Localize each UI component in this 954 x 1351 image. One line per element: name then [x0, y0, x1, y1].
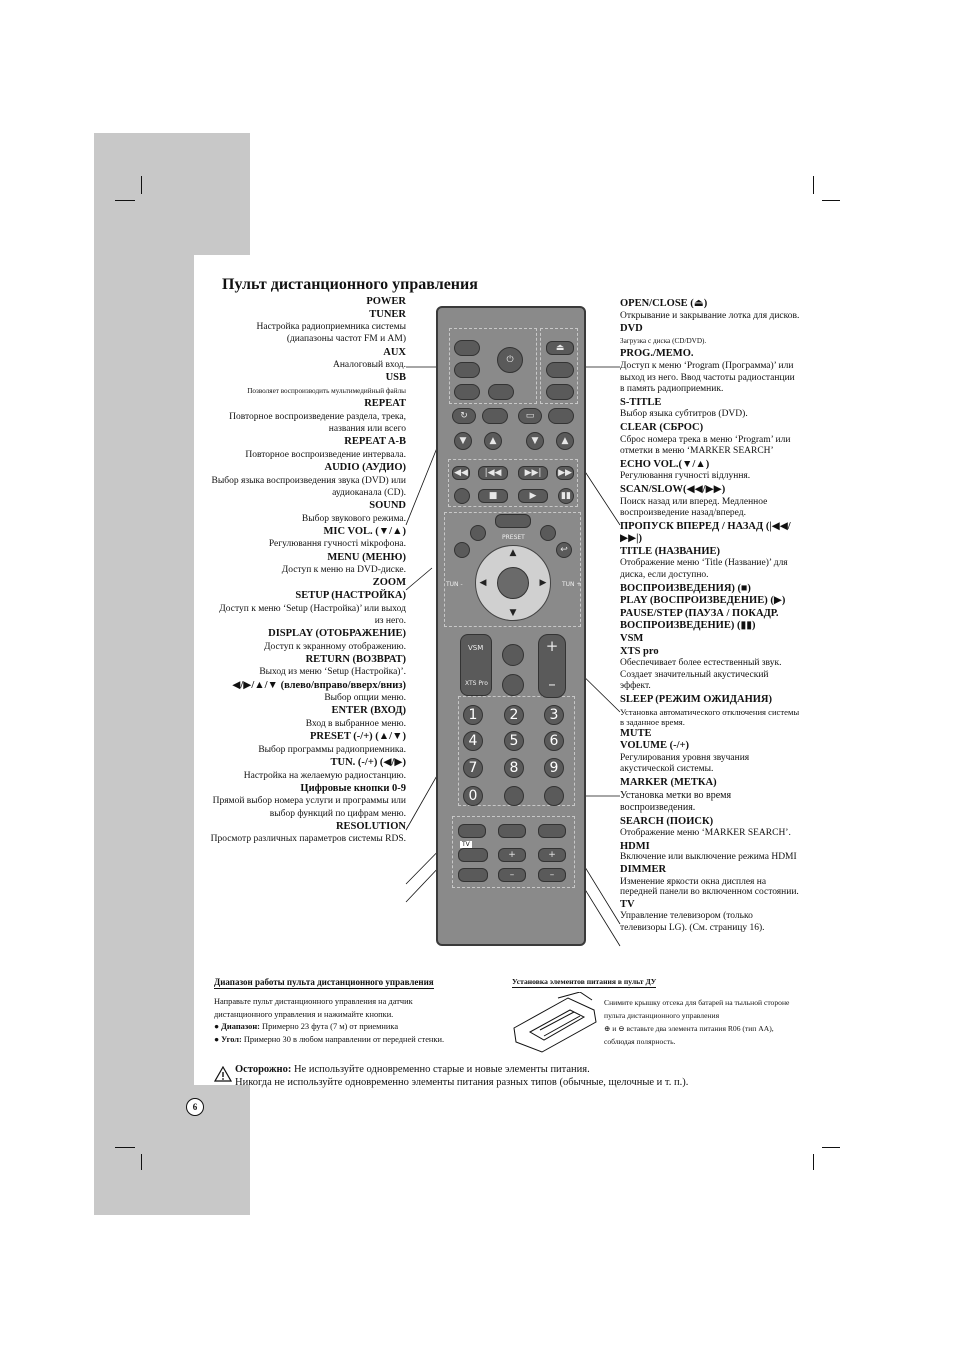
tun-minus-label: TUN -	[446, 581, 463, 588]
prog-memo-button[interactable]	[546, 384, 574, 400]
repeat-button[interactable]	[452, 408, 476, 424]
search-button[interactable]	[544, 786, 564, 806]
battery-text	[604, 996, 794, 1048]
tv-power-button[interactable]	[458, 848, 488, 862]
desc-dimmer: Изменение яркости окна дисплея на передней панели во включенном состоянии.	[620, 876, 799, 898]
usb-button[interactable]	[454, 384, 480, 400]
plus-polarity-icon: ⊕	[604, 1024, 611, 1033]
label-sleep: SLEEP (РЕЖИМ ОЖИДАНИЯ)	[620, 694, 772, 705]
label-skip: ПРОПУСК ВПЕРЕД / НАЗАД (|◀◀/▶▶|)	[620, 520, 791, 545]
label-setup: SETUP (НАСТРОЙКА)	[295, 589, 406, 601]
label-marker: MARKER (МЕТКА)	[620, 776, 717, 788]
number-8-button[interactable]: 8	[504, 758, 524, 778]
desc-menu: Доступ к меню на DVD-диске.	[281, 565, 406, 576]
label-clear: CLEAR (СБРОС)	[620, 421, 704, 433]
mute-button[interactable]	[502, 674, 524, 696]
tv-channel-up-button[interactable]: +	[498, 848, 526, 862]
desc-prog-memo: Доступ к меню ‘Program (Программа)’ или выход из него. Ввод частоты радиостанции в память радиоприемник.	[620, 360, 795, 395]
remote-control	[436, 306, 586, 946]
number-3-button[interactable]: 3	[544, 705, 564, 725]
desc-usb: Позволяет воспроизводить мультимедийный файлы	[247, 386, 406, 395]
return-button[interactable]: ↩	[556, 542, 572, 558]
label-sound: SOUND	[369, 499, 406, 511]
label-display: DISPLAY (ОТОБРАЖЕНИЕ)	[268, 627, 406, 639]
distance-value: Примерно 23 фута (7 м) от приемника	[262, 1022, 399, 1031]
marker-button[interactable]	[504, 786, 524, 806]
battery-conjunction: и	[612, 1024, 617, 1033]
label-s-title: S-TITLE	[620, 396, 662, 408]
desc-tv: Управление телевизором (только телевизоры LG). (См. страницу 16).	[620, 911, 765, 933]
desc-search: Отображение меню ‘MARKER SEARCH’.	[620, 828, 791, 839]
battery-compartment-illustration	[510, 992, 598, 1058]
play-button[interactable]: ▶	[518, 489, 548, 503]
label-resolution: RESOLUTION	[335, 820, 406, 832]
vsm-label[interactable]: VSM	[468, 644, 484, 652]
label-aux: AUX	[383, 346, 406, 358]
volume-plus-icon: +	[545, 637, 559, 655]
tuner-button[interactable]	[454, 340, 480, 356]
battery-heading: Установка элементов питания в пульт ДУ	[512, 977, 657, 986]
left-arrow-button[interactable]: ◀	[479, 578, 487, 588]
volume-minus-icon: –	[548, 675, 556, 693]
scan-forward-button[interactable]: ▶▶	[556, 466, 574, 480]
mic-vol-down-button[interactable]: ▼	[454, 432, 472, 450]
label-pause-step: PAUSE/STEP (ПАУЗА / ПОКАДР. ВОСПРОИЗВЕДЕНИЕ) (▮▮)	[620, 607, 779, 632]
desc-arrows: Выбор опции меню.	[324, 693, 406, 704]
tv-volume-down-button[interactable]: –	[538, 868, 566, 882]
warning-icon	[214, 1066, 232, 1082]
desc-s-title: Выбор языка субтитров (DVD).	[620, 409, 748, 420]
caution-label: Осторожно:	[235, 1064, 292, 1075]
desc-scan-slow: Поиск назад или вперед. Медленное воспроизведение назад/вперед.	[620, 496, 768, 519]
power-icon: ⏻	[506, 355, 514, 365]
label-enter: ENTER (ВХОД)	[331, 705, 406, 717]
label-echo-vol: ECHO VOL.(▼/▲)	[620, 458, 710, 470]
label-digits: Цифровые кнопки 0-9	[300, 782, 406, 794]
dimmer-button[interactable]	[538, 824, 566, 838]
desc-sound: Выбор звукового режима.	[301, 513, 406, 524]
caution-line-1: Не используйте одновременно старые и новые элементы питания.	[293, 1064, 590, 1075]
desc-aux: Аналоговый вход.	[332, 360, 406, 371]
clear-button[interactable]	[548, 408, 574, 424]
minus-polarity-icon: ⊖	[618, 1024, 625, 1033]
label-open-close: OPEN/CLOSE (⏏)	[620, 298, 708, 309]
label-tv: TV	[620, 898, 635, 910]
desc-title: Отображение меню ‘Title (Название)’ для диска, если доступно.	[620, 558, 788, 581]
desc-marker: Установка метки во время воспроизведения.	[620, 789, 732, 814]
desc-sleep: Установка автоматического отключения системы в заданное время.	[620, 706, 800, 727]
desc-clear: Сброс номера трека в меню ‘Program’ или отметки в меню ‘MARKER SEARCH’	[620, 434, 791, 457]
label-repeat-ab: REPEAT A-B	[344, 436, 406, 448]
label-power: POWER	[366, 296, 406, 307]
number-7-button[interactable]: 7	[463, 758, 483, 778]
label-search: SEARCH (ПОИСК)	[620, 815, 714, 827]
label-tun: TUN. (-/+) (◀/▶)	[330, 756, 406, 768]
range-angle: ● Угол: Примерно 30 в любом направлении от передней стенки.	[214, 1035, 445, 1044]
desc-return: Выход из меню ‘Setup (Настройка)’.	[259, 667, 406, 678]
resolution-button[interactable]	[458, 824, 486, 838]
desc-repeat-ab: Повторное воспроизведение интервала.	[245, 449, 406, 460]
desc-resolution: Просмотр различных параметров системы RDS.	[210, 834, 406, 845]
tv-volume-up-button[interactable]: +	[538, 848, 566, 862]
desc-display: Доступ к экранному отображению.	[264, 641, 406, 652]
tv-label: TV	[462, 841, 470, 848]
desc-enter: Вход в выбранное меню.	[305, 718, 406, 729]
label-preset: PRESET (-/+) (▲/▼)	[310, 731, 406, 743]
range-text: Направьте пульт дистанционного управления на датчик дистанционного управления и нажимайте кнопки.	[214, 997, 413, 1019]
pause-step-button[interactable]: ▮▮	[558, 488, 574, 504]
tv-input-button[interactable]	[458, 868, 488, 882]
battery-step-1: Снимите крышку отсека для батарей на тыльной стороне пульта дистанционного управления	[604, 998, 790, 1020]
label-volume: VOLUME (-/+)	[620, 740, 690, 752]
menu-button[interactable]	[470, 525, 486, 541]
desc-echo-vol: Регулювання гучності відлуння.	[620, 471, 751, 482]
label-audio: AUDIO (АУДИО)	[324, 461, 406, 473]
preset-label: PRESET	[502, 534, 525, 541]
title-button[interactable]	[454, 488, 470, 504]
s-title-button[interactable]	[518, 408, 542, 424]
label-hdmi: HDMI	[620, 840, 650, 852]
battery-step-2: вставьте два элемента питания R06 (тип AA), соблюдая полярность.	[604, 1024, 774, 1046]
caution-block	[235, 1064, 688, 1089]
label-stop: ВОСПРОИЗВЕДЕНИЯ) (■)	[620, 582, 751, 594]
label-tuner: TUNER	[369, 308, 406, 320]
page-title: Пульт дистанционного управления	[222, 276, 478, 293]
desc-preset: Выбор программы радиоприемника.	[258, 744, 406, 755]
label-mic-vol: MIC VOL. (▼/▲)	[323, 525, 406, 537]
desc-tuner: Настройка радиоприемника системы (диапазоны частот FM и AM)	[256, 322, 406, 345]
sleep-button[interactable]	[502, 644, 524, 666]
number-5-button[interactable]: 5	[504, 731, 524, 751]
number-1-button[interactable]: 1	[463, 705, 483, 725]
right-arrow-button[interactable]: ▶	[539, 578, 547, 588]
eject-icon: ⏏	[555, 343, 565, 353]
label-scan-slow: SCAN/SLOW(◀◀/▶▶)	[620, 483, 726, 495]
desc-setup: Доступ к меню ‘Setup (Настройка)’ или выход из него.	[219, 603, 406, 626]
number-9-button[interactable]: 9	[544, 758, 564, 778]
label-repeat: REPEAT	[364, 398, 406, 410]
desc-volume: Регулирования уровня звучания акустической системы.	[620, 752, 750, 775]
number-0-button[interactable]: 0	[463, 786, 483, 806]
repeat-icon: ↻	[460, 411, 468, 421]
desc-audio: Выбор языка воспроизведения звука (DVD) или аудиоканала (CD).	[211, 475, 406, 498]
display-button[interactable]	[495, 514, 531, 528]
number-6-button[interactable]: 6	[544, 731, 564, 751]
up-arrow-button[interactable]: ▲	[509, 548, 517, 558]
label-prog-memo: PROG./MEMO.	[620, 348, 694, 360]
label-dimmer: DIMMER	[620, 864, 667, 876]
stop-button[interactable]: ■	[478, 489, 508, 503]
skip-back-button[interactable]: |◀◀	[478, 466, 508, 480]
tun-plus-label: TUN +	[562, 581, 582, 588]
label-title: TITLE (НАЗВАНИЕ)	[620, 545, 721, 557]
desc-tun: Настройка на желаемую радиостанцию.	[243, 770, 406, 781]
xts-pro-label[interactable]: XTS Pro	[465, 680, 488, 687]
down-arrow-button[interactable]: ▼	[509, 608, 517, 618]
angle-value: Примерно 30 в любом направлении от передней стенки.	[243, 1035, 445, 1044]
desc-digits: Прямой выбор номера услуги и программы или выбор функций по цифрам меню.	[212, 796, 406, 819]
label-vsm: VSM	[620, 633, 644, 645]
power-button[interactable]	[497, 347, 523, 373]
mic-vol-up-button[interactable]: ▲	[484, 432, 502, 450]
dvd-button[interactable]	[546, 362, 574, 378]
label-arrows: ◀/▶/▲/▼ (влево/вправо/вверх/вниз)	[232, 679, 406, 691]
audio-button[interactable]	[482, 408, 508, 424]
label-dvd: DVD	[620, 323, 643, 335]
open-close-button[interactable]	[546, 341, 574, 355]
page-number: 6	[186, 1098, 204, 1116]
echo-vol-down-button[interactable]: ▼	[526, 432, 544, 450]
tv-channel-down-button[interactable]: –	[498, 868, 526, 882]
scan-back-button[interactable]: ◀◀	[452, 466, 470, 480]
desc-repeat: Повторное воспроизведение раздела, трека, названия или всего	[229, 411, 406, 434]
caution-line-2: Никогда не используйте одновременно элементы питания разных типов (обычные, щелочные и т. п.).	[235, 1076, 689, 1088]
echo-vol-up-button[interactable]: ▲	[556, 432, 574, 450]
aux-button[interactable]	[454, 362, 480, 378]
label-play: PLAY (ВОСПРОИЗВЕДЕНИЕ) (▶)	[620, 595, 786, 607]
skip-forward-button[interactable]: ▶▶|	[518, 466, 548, 480]
desc-xts-pro: Обеспечивает более естественный звук. Создает значительный акустический эффект.	[620, 658, 782, 692]
hdmi-button[interactable]	[498, 824, 526, 838]
desc-dvd: Загрузка с диска (CD/DVD).	[620, 336, 707, 345]
label-return: RETURN (ВОЗВРАТ)	[305, 653, 406, 665]
desc-mic-vol: Регулювання гучності мікрофона.	[268, 539, 406, 550]
enter-button[interactable]	[497, 567, 529, 599]
label-menu: MENU (МЕНЮ)	[327, 551, 406, 563]
range-distance: ● Диапазон: Примерно 23 фута (7 м) от приемника	[214, 1022, 399, 1031]
desc-hdmi: Включение или выключение режима HDMI	[620, 852, 797, 863]
label-xts-pro: XTS pro	[620, 645, 659, 657]
range-heading: Диапазон работы пульта дистанционного управления	[214, 977, 434, 987]
label-zoom: ZOOM	[372, 577, 406, 589]
number-4-button[interactable]: 4	[463, 731, 483, 751]
distance-label: Диапазон:	[221, 1022, 260, 1031]
angle-label: Угол:	[221, 1035, 242, 1044]
desc-open-close: Открывание и закрывание лотка для дисков.	[620, 310, 800, 321]
label-usb: USB	[385, 372, 406, 384]
label-mute: MUTE	[620, 727, 652, 739]
subtitle-icon: ▭	[525, 411, 535, 421]
zoom-button[interactable]	[540, 525, 556, 541]
number-2-button[interactable]: 2	[504, 705, 524, 725]
repeat-ab-button[interactable]	[488, 384, 514, 400]
setup-button[interactable]	[454, 542, 470, 558]
